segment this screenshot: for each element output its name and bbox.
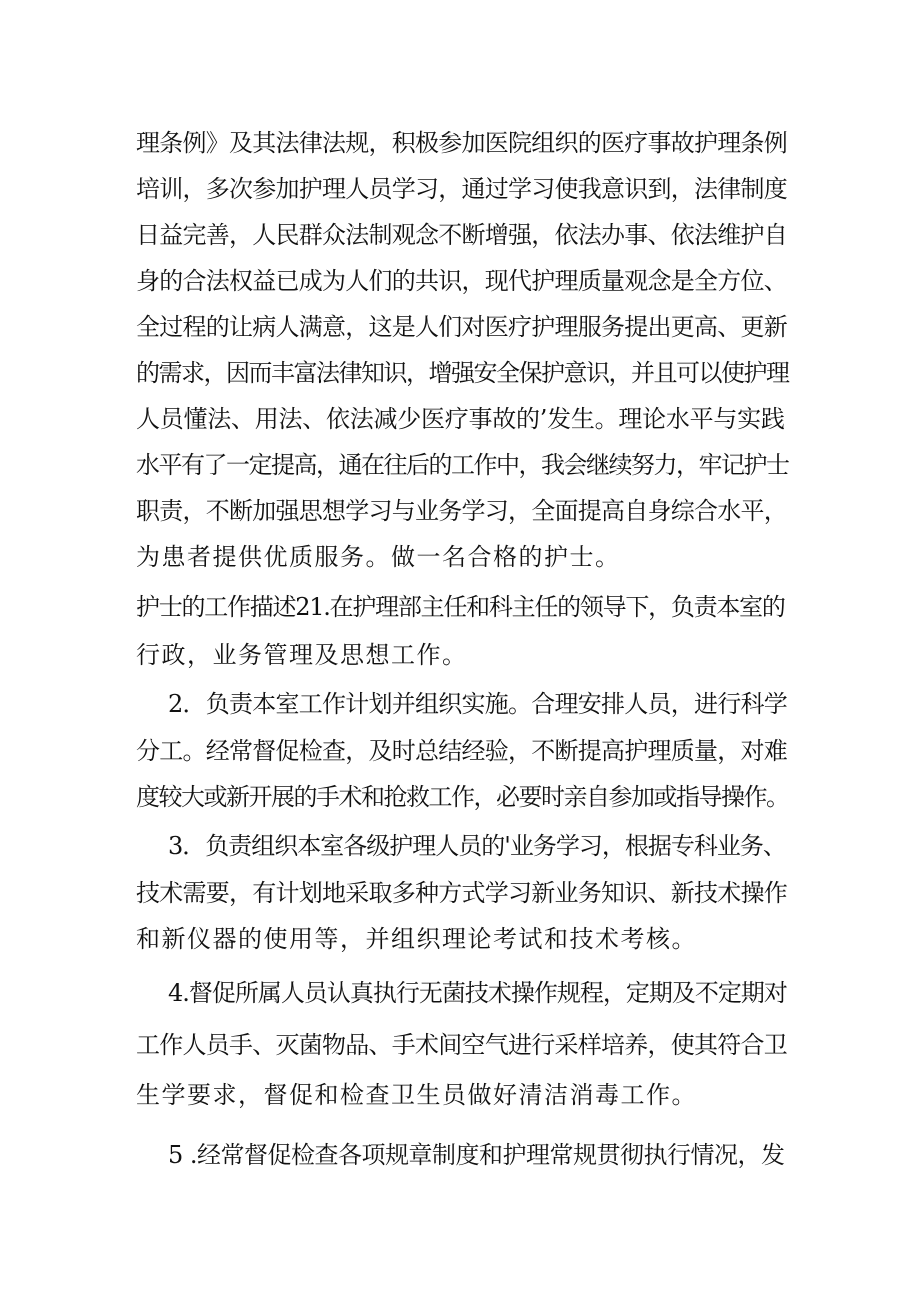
text-line-13: 2．负责本室工作计划并组织实施。合理安排人员，进行科学	[168, 690, 788, 718]
text-line-10: 为患者提供优质服务。做一名合格的护士。	[136, 543, 621, 571]
text-line-2: 培训，多次参加护理人员学习，通过学习使我意识到，法律制度	[136, 175, 787, 203]
text-line-3: 日益完善，人民群众法制观念不断增强，依法办事、依法维护自	[136, 221, 787, 249]
text-line-22: 5 .经常督促检查各项规章制度和护理常规贯彻执行情况，发	[168, 1141, 785, 1169]
text-line-15: 度较大或新开展的手术和抢救工作，必要时亲自参加或指导操作。	[136, 783, 789, 811]
text-line-6: 的需求，因而丰富法律知识，增强安全保护意识，并且可以使护理	[136, 359, 789, 387]
text-line-19: 4.督促所属人员认真执行无菌技术操作规程，定期及不定期对	[168, 979, 787, 1007]
text-line-1: 理条例》及其法律法规，积极参加医院组织的医疗事故护理条例	[136, 129, 787, 157]
text-line-17: 技术需要，有计划地采取多种方式学习新业务知识、新技术操作	[136, 879, 787, 907]
text-line-12: 行政，业务管理及思想工作。	[136, 641, 468, 669]
text-line-8: 水平有了一定提高，通在往后的工作中，我会继续努力，牢记护士	[136, 451, 789, 479]
text-line-9: 职责，不断加强思想学习与业务学习，全面提高自身综合水平，	[136, 497, 787, 525]
text-line-18: 和新仪器的使用等，并组织理论考试和技术考核。	[136, 925, 697, 953]
text-line-5: 全过程的让病人满意，这是人们对医疗护理服务提出更高、更新	[136, 313, 787, 341]
text-line-16: 3．负责组织本室各级护理人员的'业务学习，根据专科业务、	[168, 832, 786, 860]
text-line-4: 身的合法权益已成为人们的共识，现代护理质量观念是全方位、	[136, 267, 787, 295]
text-line-21: 生学要求，督促和检查卫生员做好清洁消毒工作。	[136, 1081, 697, 1109]
text-line-20: 工作人员手、灭菌物品、手术间空气进行采样培养，使其符合卫	[136, 1031, 787, 1059]
text-line-11: 护士的工作描述21.在护理部主任和科主任的领导下，负责本室的	[136, 593, 785, 621]
text-line-14: 分工。经常督促检查，及时总结经验，不断提高护理质量，对难	[136, 737, 787, 765]
text-line-7: 人员懂法、用法、依法减少医疗事故的’发生。理论水平与实践	[136, 405, 785, 433]
